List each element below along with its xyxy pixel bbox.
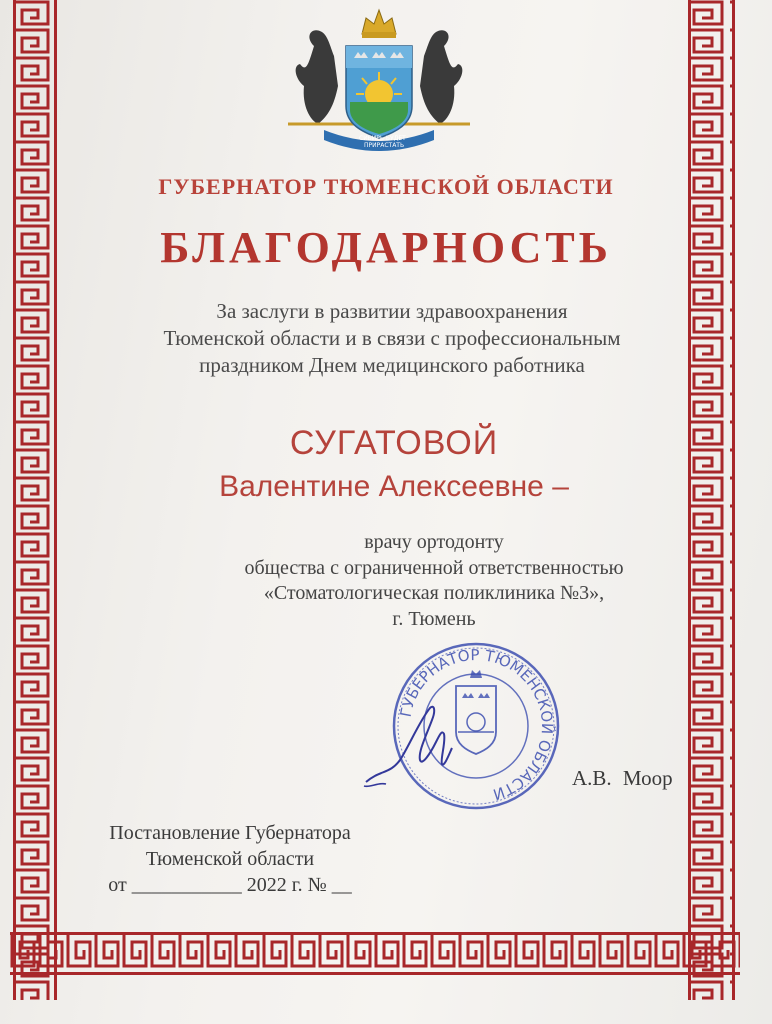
position-line: врачу ортодонту <box>364 531 504 553</box>
position-line: «Стоматологическая поликлиника №3», <box>263 582 605 604</box>
coat-of-arms-emblem <box>284 6 474 156</box>
decree-line: от ___________ 2022 г. № __ <box>108 874 352 896</box>
issuing-authority: ГУБЕРНАТОР ТЮМЕНСКОЙ ОБЛАСТИ <box>158 174 614 199</box>
award-reason-line: праздником Днем медицинского работника <box>199 353 585 377</box>
stamp-ring-text: ГУБЕРНАТОР ТЮМЕНСКОЙ ОБЛАСТИ <box>396 645 557 804</box>
award-reason <box>6 298 772 379</box>
handwritten-signature <box>360 690 470 800</box>
signer-name: А.В. Моор <box>572 766 673 790</box>
emblem-motto-line2: ПРИРАСТАТЬ <box>364 142 405 149</box>
greek-key-border-bottom <box>10 930 740 978</box>
position-line: общества с ограниченной ответственностью <box>244 556 624 579</box>
award-reason-line: За заслуги в развитии здравоохранения <box>216 299 568 323</box>
recipient-position <box>48 530 772 632</box>
position-line: г. Тюмень <box>392 607 476 630</box>
recipient-surname: СУГАТОВОЙ <box>289 424 499 462</box>
recipient-name: Валентине Алексеевне – <box>219 470 569 503</box>
decree-line: Постановление Губернатора <box>109 822 351 844</box>
document-title: БЛАГОДАРНОСТЬ <box>160 223 612 272</box>
decree-line: Тюменской области <box>145 848 315 870</box>
decree-reference <box>80 820 380 898</box>
emblem-motto-line1: СИБИРЬ БУДЕТ <box>359 135 406 142</box>
award-reason-line: Тюменской области и в связи с профессиональным <box>163 326 621 350</box>
